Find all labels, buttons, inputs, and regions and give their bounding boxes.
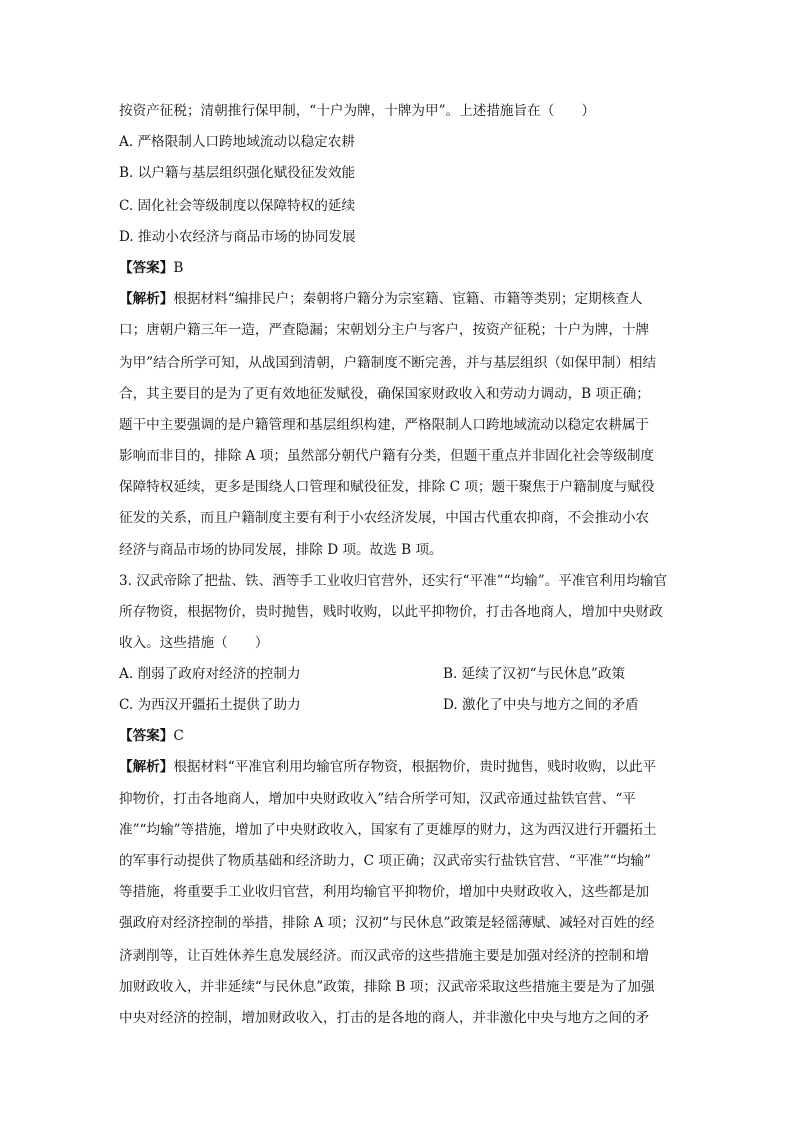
q3-analysis-line: 根据材料“平准官利用均输官所存物资，根据物价，贵时抛售，贱时收购，以此平: [173, 759, 657, 775]
q2-analysis-line: 保障特权延续，更多是围绕人口管理和赋役征发，排除 C 项；题干聚焦于户籍制度与赋役: [119, 479, 655, 495]
q2-analysis-line: 为甲”结合所学可知，从战国到清朝，户籍制度不断完善，并与基层组织（如保甲制）相结: [119, 355, 657, 371]
q3-analysis-line: 准”“均输”等措施，增加了中央财政收入，国家有了更雄厚的财力，这为西汉进行开疆拓土: [119, 822, 657, 838]
q3-analysis-row-1: [119, 757, 656, 777]
q3-analysis-line: 济剥削等，让百姓休养生息发展经济。而汉武帝的这些措施主要是加强对经济的控制和增: [119, 948, 650, 964]
q3-answer-label: 【答案】: [119, 728, 174, 744]
q2-analysis-row-1: [119, 289, 643, 309]
q3-analysis-line: 强政府对经济控制的举措，排除 A 项；汉初“与民休息”政策是轻徭薄赋、减轻对百姓的经: [119, 915, 655, 931]
q2-analysis-line: 合，其主要目的是为了更有效地征发赋役，确保国家财政收入和劳动力调动，B 项正确；: [119, 386, 650, 402]
q3-answer: C: [173, 728, 184, 744]
q2-answer-label: 【答案】: [119, 260, 174, 276]
q3-analysis-label: 【解析】: [119, 759, 174, 775]
q3-analysis-line: 的军事行动提供了物质基础和经济助力，C 项正确；汉武帝实行盐铁官营、“平准”“均输”: [119, 853, 651, 869]
q2-analysis-line: 口；唐朝户籍三年一造，严查隐漏；宋朝划分主户与客户，按资产征税；十户为牌，十牌: [119, 322, 650, 338]
q3-option-b: B. 延续了汉初“与民休息”政策: [443, 666, 626, 682]
q3-stem-line: 收入。这些措施（ ）: [119, 635, 269, 651]
q2-analysis-label: 【解析】: [119, 291, 174, 307]
q3-answer-row: [119, 726, 184, 746]
q3-analysis-line: 加财政收入，并非延续“与民休息”政策，排除 B 项；汉武帝采取这些措施主要是为了加强: [119, 979, 655, 995]
q2-answer-row: [119, 258, 183, 278]
q2-option-c: C. 固化社会等级制度以保障特权的延续: [119, 198, 356, 214]
q2-option-d: D. 推动小农经济与商品市场的协同发展: [119, 229, 356, 245]
q3-stem-line: 3. 汉武帝除了把盐、铁、酒等手工业收归官营外，还实行“平准”“均输”。平准官利用均输官: [119, 573, 668, 589]
q3-option-d: D. 激化了中央与地方之间的矛盾: [443, 697, 639, 713]
q2-analysis-line: 影响而非目的，排除 A 项；虽然部分朝代户籍有分类，但题干重点并非固化社会等级制度: [119, 448, 655, 464]
q2-analysis-line: 题干中主要强调的是户籍管理和基层组织构建，严格限制人口跨地域流动以稳定农耕属于: [119, 417, 650, 433]
q3-analysis-line: 抑物价，打击各地商人，增加中央财政收入”结合所学可知，汉武帝通过盐铁官营、“平: [119, 791, 636, 807]
q2-answer: B: [173, 260, 184, 276]
q2-analysis-line: 征发的关系，而且户籍制度主要有利于小农经济发展，中国古代重农抑商，不会推动小农: [119, 510, 650, 526]
q2-option-a: A. 严格限制人口跨地域流动以稳定农耕: [119, 134, 355, 150]
q3-analysis-line: 等措施，将重要手工业收归官营，利用均输官平抑物价，增加中央财政收入，这些都是加: [119, 884, 650, 900]
q2-analysis-line: 根据材料“编排民户；秦朝将户籍分为宗室籍、宦籍、市籍等类别；定期核查人: [173, 291, 643, 307]
q3-option-a: A. 削弱了政府对经济的控制力: [119, 666, 301, 682]
q2-option-b: B. 以户籍与基层组织强化赋役征发效能: [119, 165, 356, 181]
q3-option-c: C. 为西汉开疆拓土提供了助力: [119, 697, 301, 713]
q2-analysis-line: 经济与商品市场的协同发展，排除 D 项。故选 B 项。: [119, 542, 443, 558]
q3-stem-line: 所存物资，根据物价，贵时抛售，贱时收购，以此平抑物价，打击各地商人，增加中央财政: [119, 604, 663, 620]
q3-analysis-line: 中央对经济的控制，增加财政收入，打击的是各地的商人，并非激化中央与地方之间的矛: [119, 1010, 650, 1026]
q2-stem-tail: 按资产征税；清朝推行保甲制，“十户为牌，十牌为甲”。上述措施旨在（ ）: [119, 103, 596, 119]
